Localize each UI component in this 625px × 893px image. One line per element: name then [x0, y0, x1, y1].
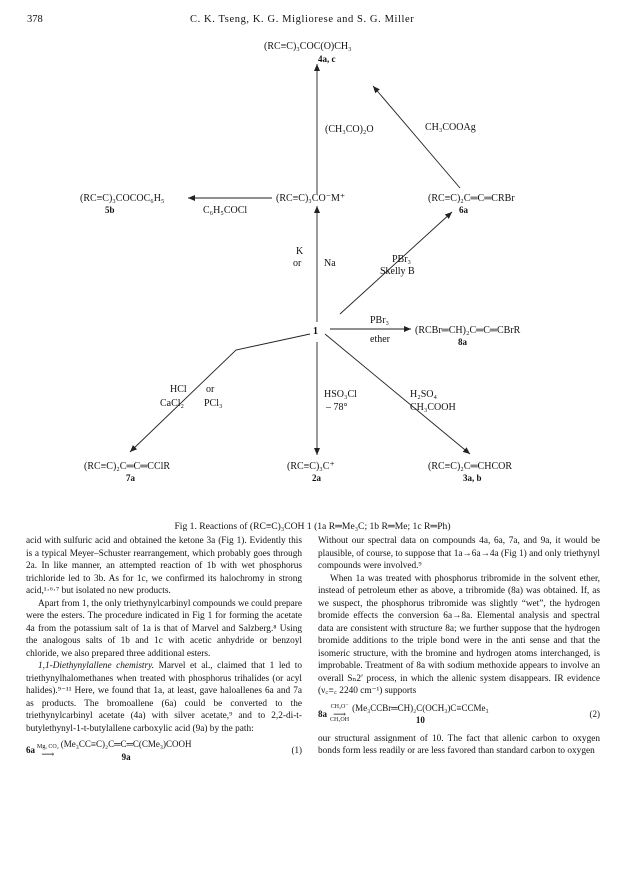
label-2a: 2a — [312, 473, 321, 483]
compound-2a: (RC≡C)₃C⁺ — [287, 461, 335, 472]
eq2-arrow: ⟶ — [333, 709, 346, 719]
compound-4a: (RC≡C)₃COC(O)CH₃ — [264, 41, 352, 52]
running-head: C. K. Tseng, K. G. Migliorese and S. G. Miller — [190, 14, 415, 25]
paragraph-text: Marvel et al., claimed that 1 led to triethynylhalomethanes when treated with phosphorus trihalides (or acyl halides).⁹⁻¹¹ Here, we found that 1a, at least, gave haloallenes 6a and 7a as products. The bromoallene (6a) could be converted to the triethynylcarbinyl acetate (4a) with silver acetate,⁹ and to 2,2-di-t-butylethynyl-1-t-butylallene carboxylic acid (9a) by the path: — [26, 661, 302, 734]
reagent-hcl: HCl — [170, 384, 187, 395]
compound-7a: (RC≡C)₂C═C═CClR — [84, 461, 171, 472]
reagent-k: K — [296, 246, 304, 257]
label-8a: 8a — [458, 337, 467, 347]
reagent-pcl3: PCl₃ — [204, 398, 223, 409]
right-column — [318, 535, 600, 758]
figure-caption: Fig 1. Reactions of (RC≡C)₃COH 1 (1a R═Me₃C; 1b R═Me; 1c R═Ph) — [174, 521, 451, 532]
page-number: 378 — [27, 14, 43, 25]
reagent-ac2o: (CH₃CO)₂O — [325, 124, 374, 135]
arrow-6a-to-4a — [373, 86, 460, 188]
equation-1 — [26, 738, 302, 763]
eq1-product: (Me₃CC≡C)₂C═C═C(CMe₃)COOH — [60, 739, 192, 749]
eq1-reagents: Mg, CO₂ — [37, 744, 59, 750]
reagent-acoh: CH₃COOH — [410, 402, 456, 413]
reagent-or-2: or — [206, 384, 215, 395]
reagent-skelly-b: Skelly B — [380, 266, 415, 277]
label-6a: 6a — [459, 205, 468, 215]
eq1-number: (1) — [291, 745, 302, 756]
compound-1: 1 — [313, 326, 318, 337]
reagent-na: Na — [324, 258, 336, 269]
eq2-product: (Me₃CCBr═CH)₂C(OCH₃)C≡CCMe₃ — [352, 702, 489, 713]
paragraph: Without our spectral data on compounds 4a, 6a, 7a, and 9a, it would be plausible, of course, to suppose that 1a→6a→4a (Fig 1) and only triethynyl compounds were involved.⁹ — [318, 536, 600, 571]
reagent-h2so4: H₂SO₄ — [410, 389, 437, 400]
compound-6a: (RC≡C)₂C═C═CRBr — [428, 193, 515, 204]
left-column — [26, 535, 302, 766]
paragraph: acid with sulfuric acid and obtained the ketone 3a (Fig 1). Evidently this is a typical Meyer–Schuster rearrangement, which probably goes through 2a. In like manner, an attempted reaction of 1b with wet phosphorus trichloride led to 3b. As for 1c, we confirmed its halochromy in strong acid,¹·⁶·⁷ but isolated no new products. — [26, 536, 302, 596]
section-heading: 1,1-Diethynylallene chemistry. — [38, 661, 155, 671]
eq2-start: 8a — [318, 708, 327, 719]
reagent-pbr3-a: PBr₃ — [392, 254, 412, 265]
eq2-label: 10 — [415, 715, 425, 725]
equation-2 — [318, 702, 600, 727]
label-3a: 3a, b — [463, 473, 482, 483]
reagent-pbr3-b: PBr₃ — [370, 315, 390, 326]
paragraph: Apart from 1, the only triethynylcarbinyl compounds we could prepare were the esters. The procedure indicated in Fig 1 for forming the acetate 4a from the potassium salt of 1a is that of Marvel and Salzberg.⁸ Using the analogous salts of 1b and 1c with acetic anhydride or benzoyl chloride, we also prepared three additional esters. — [26, 598, 302, 659]
eq1-start: 6a — [26, 745, 35, 756]
reagent-or: or — [293, 258, 302, 269]
reagent-temp: – 78° — [326, 402, 348, 413]
reagent-ether: ether — [370, 334, 390, 345]
eq2-top: CH₃O⁻ — [330, 704, 349, 710]
eq2-bottom: CH₃OH — [330, 717, 350, 723]
paragraph — [26, 660, 302, 735]
eq1-label: 9a — [121, 751, 131, 762]
compound-8a: (RCBr═CH)₂C═C═CBrR — [415, 325, 521, 336]
label-4a: 4a, c — [318, 54, 336, 64]
reagent-bzcl: C₆H₅COCl — [203, 205, 248, 216]
compound-5b: (RC≡C)₃COCOC₆H₅ — [80, 193, 165, 204]
compound-3a: (RC≡C)₂C═CHCOR — [428, 461, 513, 472]
label-5b: 5b — [105, 205, 115, 215]
reagent-hso3cl: HSO₃Cl — [324, 389, 357, 400]
paragraph: our structural assignment of 10. The fact that allenic carbon to oxygen bonds form less readily or are less favored than standard carbon to oxygen — [318, 733, 600, 756]
reagent-cacl2: CaCl₂ — [160, 398, 185, 409]
eq2-number: (2) — [589, 708, 600, 719]
arrow-1-to-7a — [130, 334, 310, 452]
label-7a: 7a — [126, 473, 135, 483]
compound-salt: (RC≡C)₃CO⁻M⁺ — [276, 193, 346, 204]
reagent-agoac: CH₃COOAg — [425, 122, 476, 133]
paragraph: When 1a was treated with phosphorus tribromide in the solvent ether, instead of petroleum ether as above, a tribromide (8a) was obtained. If, as we suspect, the phosphorus tribromide was slightly “wet”, the hydrogen bromide effects the conversion 6a→8a. Elemental analysis and spectral data are consistent with structure 8a; we further suppose that the hydrogen bromide additions to the triple bond were in the anti sense and that the isomeric structure, with the bromine and hydrogen atoms interchanged, is improbable. Treatment of 8a with sodium methoxide appears to involve an overall Sₙ2′ process, in which the allenic system disappears. IR evidence (ν꜀≡꜀ 2240 cm⁻¹) supports — [318, 573, 600, 696]
eq1-arrow: ⟶ — [41, 749, 55, 759]
